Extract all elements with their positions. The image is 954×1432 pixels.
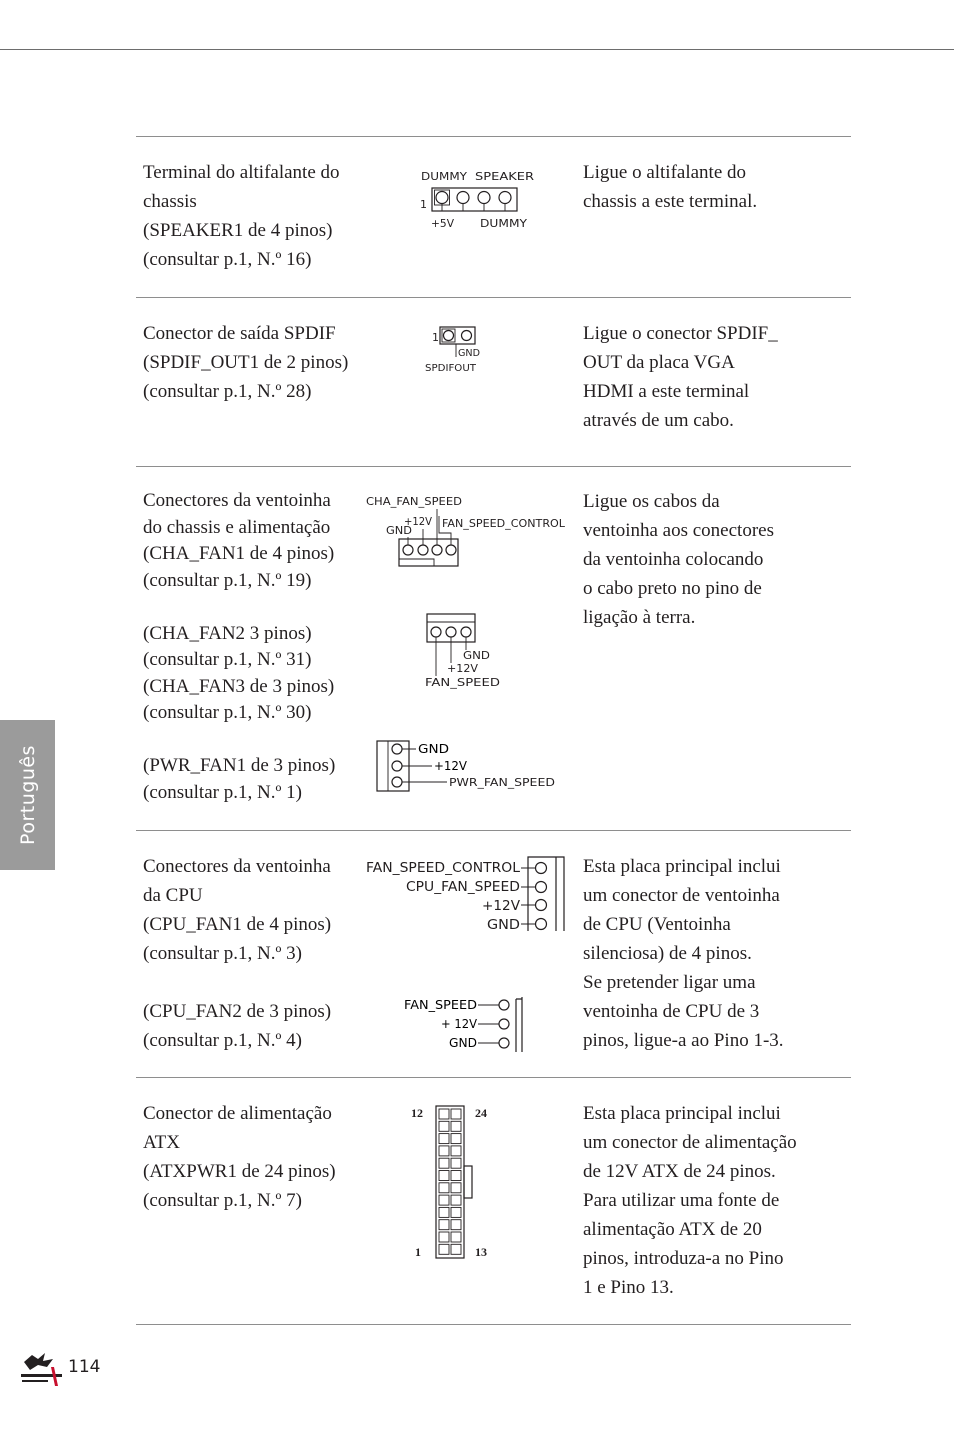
text-line: do chassis e alimentação <box>143 516 331 538</box>
text-line: (consultar p.1, N.º 4) <box>143 1030 302 1051</box>
text-line: um conector de alimentação <box>583 1132 797 1153</box>
atx-pin <box>439 1183 449 1193</box>
pin <box>536 919 547 930</box>
diagram-label: GND <box>463 649 490 662</box>
diagram-label: +12V <box>447 662 479 675</box>
chassis-fan-4pin-diagram <box>366 495 566 566</box>
text-line: pinos, ligue-a ao Pino 1-3. <box>583 1030 784 1051</box>
pin1-label: 1 <box>420 198 427 211</box>
text-line: ventoinha de CPU de 3 <box>583 1001 760 1022</box>
language-tab <box>0 720 55 870</box>
text-line: silenciosa) de 4 pinos. <box>583 943 752 964</box>
pin <box>462 331 472 341</box>
atx-pin <box>451 1207 461 1217</box>
pin <box>392 777 402 787</box>
text-line: um conector de ventoinha <box>583 885 780 906</box>
atx-pin <box>439 1134 449 1144</box>
language-tab-label: Português <box>16 745 39 845</box>
diagram-label: DUMMY <box>421 170 468 183</box>
pin-leads <box>478 1005 499 1043</box>
text-line: Para utilizar uma fonte de <box>583 1190 780 1211</box>
pin <box>392 761 402 771</box>
text-line: OUT da placa VGA <box>583 352 735 373</box>
text-line: ligação à terra. <box>583 607 696 628</box>
atx-pin <box>451 1134 461 1144</box>
atx-pin <box>439 1207 449 1217</box>
atx-pin <box>439 1171 449 1181</box>
diagram-label: +12V <box>434 759 468 773</box>
text-line: Ligue o altifalante do <box>583 162 747 183</box>
diagram-label: +5V <box>431 217 455 230</box>
text-line: (consultar p.1, N.º 3) <box>143 943 302 964</box>
pin <box>392 744 402 754</box>
text-line: da CPU <box>143 885 203 906</box>
text-line: chassis <box>143 191 197 212</box>
cpu-fan-4pin-diagram <box>366 857 564 933</box>
text-line: (consultar p.1, N.º 28) <box>143 381 312 402</box>
text-line: através de um cabo. <box>583 410 734 431</box>
atx-pin <box>439 1146 449 1156</box>
diagram-label: FAN_SPEED_CONTROL <box>442 517 566 530</box>
text-line: o cabo preto no pino de <box>583 578 762 599</box>
pin <box>499 1038 509 1048</box>
spdif-header-diagram <box>425 327 480 374</box>
diagram-label: +12V <box>482 899 521 914</box>
pin <box>536 900 547 911</box>
text-line: (consultar p.1, N.º 7) <box>143 1190 302 1211</box>
diagram-label: SPEAKER <box>475 170 535 183</box>
atx-pin <box>451 1232 461 1242</box>
brand-logo-icon <box>18 1350 66 1388</box>
text-line: Ligue os cabos da <box>583 491 720 512</box>
atx-pin <box>439 1158 449 1168</box>
text-line: (CHA_FAN1 de 4 pinos) <box>143 543 335 564</box>
atx-pin <box>439 1121 449 1131</box>
atx-pin <box>439 1220 449 1230</box>
header-key <box>399 559 434 566</box>
atx-pin <box>451 1146 461 1156</box>
pin-number-label: 12 <box>411 1106 423 1120</box>
text-line: Conector de saída SPDIF <box>143 323 336 344</box>
pin <box>536 863 547 874</box>
pin <box>457 192 469 204</box>
text-line: Ligue o conector SPDIF_ <box>583 323 778 344</box>
pin-number-label: 24 <box>475 1106 487 1120</box>
atx-pin <box>451 1195 461 1205</box>
page-number: 114 <box>68 1357 101 1377</box>
text-line: (CPU_FAN2 de 3 pinos) <box>143 1001 332 1022</box>
diagram-label: GND <box>458 348 480 359</box>
cpu-fan-3pin-diagram <box>404 997 522 1052</box>
header-outline <box>440 327 475 344</box>
text-line: alimentação ATX de 20 <box>583 1219 762 1240</box>
diagram-label: GND <box>487 918 520 933</box>
diagram-label: SPDIFOUT <box>425 363 477 374</box>
text-line: chassis a este terminal. <box>583 191 758 212</box>
atx-pin-grid <box>439 1109 461 1254</box>
atx-pin <box>439 1109 449 1119</box>
text-line: de CPU (Ventoinha <box>583 914 731 935</box>
text-line: (ATXPWR1 de 24 pinos) <box>143 1161 336 1182</box>
text-line: da ventoinha colocando <box>583 549 764 570</box>
diagram-label: FAN_SPEED_CONTROL <box>366 861 521 876</box>
pin <box>403 545 413 555</box>
atx-pin <box>451 1183 461 1193</box>
pin1-label: 1 <box>432 331 439 344</box>
text-line: Conectores da ventoinha <box>143 490 331 511</box>
diagram-label: +12V <box>404 515 433 528</box>
pin-legs <box>442 204 505 212</box>
text-line: ventoinha aos conectores <box>583 520 774 541</box>
atx-pin <box>439 1232 449 1242</box>
diagram-label: FAN_SPEED <box>425 676 500 689</box>
atx-pin <box>451 1109 461 1119</box>
text-line: (CHA_FAN2 3 pinos) <box>143 622 312 644</box>
pin1-marker <box>435 190 450 205</box>
diagram-label: PWR_FAN_SPEED <box>449 776 555 789</box>
atx-pin <box>451 1171 461 1181</box>
text-line: (SPEAKER1 de 4 pinos) <box>143 220 333 241</box>
text-line: (CHA_FAN3 de 3 pinos) <box>143 675 335 697</box>
pin <box>499 1000 509 1010</box>
text-line: (CPU_FAN1 de 4 pinos) <box>143 914 332 935</box>
diagram-label: DUMMY <box>480 217 528 230</box>
text-line: de 12V ATX de 24 pinos. <box>583 1161 776 1182</box>
text-line: (consultar p.1, N.º 1) <box>143 781 302 803</box>
atx-pin <box>451 1158 461 1168</box>
power-fan-3pin-diagram <box>377 741 555 791</box>
diagram-label: FAN_SPEED <box>404 998 477 1012</box>
atx-pin <box>451 1220 461 1230</box>
text-line: HDMI a este terminal <box>583 381 750 402</box>
text-line: (PWR_FAN1 de 3 pinos) <box>143 755 336 776</box>
pin <box>446 627 456 637</box>
atx-pin <box>439 1195 449 1205</box>
pin <box>499 1019 509 1029</box>
pin <box>431 627 441 637</box>
atx-pin <box>451 1244 461 1254</box>
text-line: (consultar p.1, N.º 31) <box>143 649 312 670</box>
text-line: ATX <box>143 1132 180 1153</box>
diagram-label: + 12V <box>441 1017 478 1031</box>
diagram-label: GND <box>418 742 449 756</box>
atx-pin <box>439 1244 449 1254</box>
pin <box>444 331 454 341</box>
pin <box>418 545 428 555</box>
pin <box>432 545 442 555</box>
chassis-fan-3pin-diagram <box>425 614 500 689</box>
pin-number-label: 1 <box>415 1245 421 1259</box>
pin <box>461 627 471 637</box>
header-outline <box>516 997 522 1052</box>
diagram-label: GND <box>449 1036 477 1050</box>
text-line: (SPDIF_OUT1 de 2 pinos) <box>143 352 349 373</box>
connector-outline <box>436 1106 464 1258</box>
diagram-label: CPU_FAN_SPEED <box>406 880 520 895</box>
text-line: Terminal do altifalante do <box>143 162 340 183</box>
text-line: Conector de alimentação <box>143 1103 332 1124</box>
pin <box>536 882 547 893</box>
text-line: Esta placa principal inclui <box>583 1103 781 1124</box>
pin <box>478 192 490 204</box>
text-line: Se pretender ligar uma <box>583 972 756 993</box>
text-line: (consultar p.1, N.º 30) <box>143 702 312 723</box>
atx-24pin-diagram <box>411 1106 487 1259</box>
pin <box>436 192 448 204</box>
pin <box>446 545 456 555</box>
connector-latch <box>464 1166 472 1198</box>
speaker-header-diagram <box>420 170 534 230</box>
text-line: Conectores da ventoinha <box>143 856 331 877</box>
text-line: Esta placa principal inclui <box>583 856 781 877</box>
text-line: (consultar p.1, N.º 19) <box>143 569 312 591</box>
text-line: pinos, introduza-a no Pino <box>583 1248 784 1269</box>
atx-pin <box>451 1121 461 1131</box>
text-line: 1 e Pino 13. <box>583 1277 674 1298</box>
text-line: (consultar p.1, N.º 16) <box>143 249 312 270</box>
diagram-label: GND <box>386 524 412 537</box>
diagram-label: CHA_FAN_SPEED <box>366 495 462 508</box>
pin <box>499 192 511 204</box>
pin-number-label: 13 <box>475 1245 487 1259</box>
